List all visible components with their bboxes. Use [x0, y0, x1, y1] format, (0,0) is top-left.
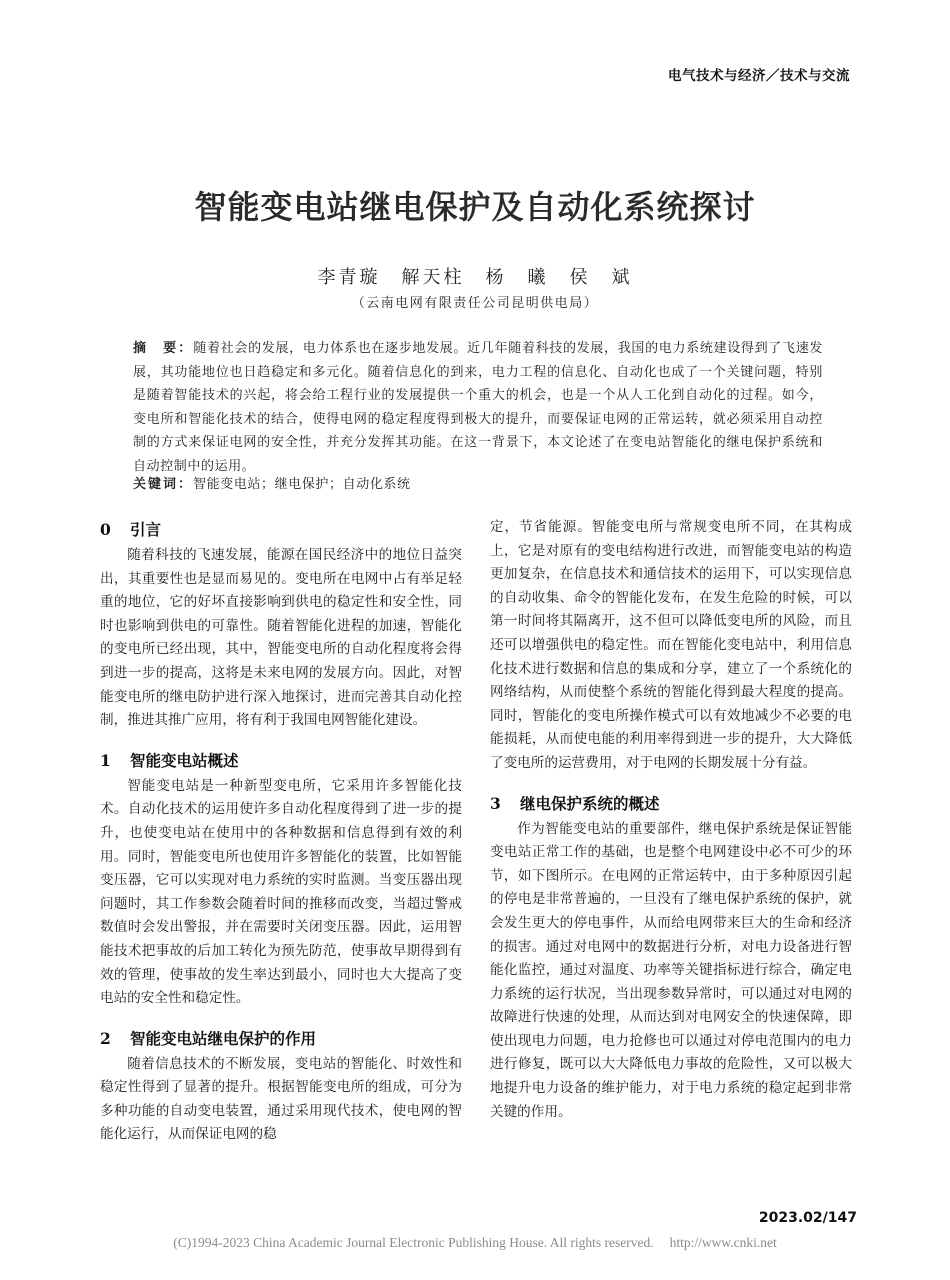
abstract-text: 随着社会的发展，电力体系也在逐步地发展。近几年随着科技的发展，我国的电力系统建设得到了飞速发展，其功能地位也日趋稳定和多元化。随着信息化的到来，电力工程的信息化、自动化也成了一个关键问题，特别是随着智能技术的兴起，将会给工程行业的发展提供一个重大的机会，也是一个从人工化到自动化的过程。如今，变电所和智能化技术的结合，使得电网的稳定程度得到极大的提升，而要保证电网的正常运转，就必须采用自动控制的方式来保证电网的安全性，并充分发挥其功能。在这一背景下，本文论述了在变电站智能化的继电保护系统和自动控制中的运用。	[133, 341, 823, 474]
author-affiliation: （云南电网有限责任公司昆明供电局）	[351, 296, 599, 311]
section-3-heading	[490, 790, 852, 818]
section-title: 引言	[130, 521, 162, 539]
section-title: 继电保护系统的概述	[520, 794, 660, 813]
author-list: 李青璇 解天柱 杨 曦 侯 斌	[317, 267, 633, 288]
keywords	[133, 475, 823, 495]
section-2-heading	[100, 1025, 462, 1053]
section-title: 智能变电站概述	[130, 751, 239, 770]
page-number: 2023.02/147	[758, 1210, 857, 1226]
section-1-heading	[100, 747, 462, 775]
section-number: 2	[100, 1028, 111, 1048]
section-0-paragraph: 随着科技的飞速发展，能源在国民经济中的地位日益突出，其重要性也是显而易见的。变电所在电网中占有举足轻重的地位，它的好坏直接影响到供电的稳定性和安全性，同时也影响到供电的可靠性。随着智能化进程的加速，智能化的变电所已经出现，其中，智能变电所的自动化程度将会得到进一步的提高，这将是未来电网的发展方向。因此，对智能变电所的继电防护进行深入地探讨，进而完善其自动化控制，推进其推广应用，将有利于我国电网智能化建设。	[100, 547, 462, 729]
running-head: 电气技术与经济／技术与交流	[668, 68, 850, 84]
section-number: 3	[490, 793, 501, 813]
section-number: 0	[100, 520, 111, 539]
article-title: 智能变电站继电保护及自动化系统探讨	[194, 188, 756, 226]
left-column	[100, 516, 462, 1147]
copyright-text: (C)1994-2023 China Academic Journal Electronic Publishing House. All rights reserved.	[173, 1235, 654, 1250]
right-column	[490, 516, 852, 1124]
cnki-link[interactable]: http://www.cnki.net	[669, 1235, 777, 1250]
section-number: 1	[100, 750, 111, 770]
section-3-paragraph: 作为智能变电站的重要部件，继电保护系统是保证智能变电站正常工作的基础，也是整个电网建设中必不可少的环节，如下图所示。在电网的正常运转中，由于多种原因引起的停电是非常普遍的，一旦没有了继电保护系统的保护，就会发生更大的停电事件，从而给电网带来巨大的生命和经济的损害。通过对电网中的数据进行分析，对电力设备进行智能化监控，通过对温度、功率等关键指标进行综合，确定电力系统的运行状况，当出现参数异常时，可以通过对电网的故障进行快速的处理，从而达到对电网安全的快速保障，即使出现电力问题，电力抢修也可以通过对停电范围内的电力进行修复，既可以大大降低电力事故的危险性，又可以极大地提升电力设备的维护能力，对于电力系统的稳定起到非常关键的作用。	[490, 820, 852, 1120]
keywords-label: 关键词：	[133, 477, 194, 492]
section-0-heading	[100, 516, 462, 544]
abstract	[133, 337, 823, 478]
section-title: 智能变电站继电保护的作用	[130, 1029, 317, 1048]
abstract-label: 摘 要：	[133, 341, 194, 356]
section-1-paragraph: 智能变电站是一种新型变电所，它采用许多智能化技术。自动化技术的运用使许多自动化程度得到了进一步的提升，也使变电站在使用中的各种数据和信息得到有效的利用。同时，智能变电所也使用许多智能化的装置，比如智能变压器，它可以实现对电力系统的实时监测。当变压器出现问题时，其工作参数会随着时间的推移而改变，当超过警戒数值时会发出警报，并在需要时关闭变压器。因此，运用智能技术把事故的后加工转化为预先防范，使事故早期得到有效的管理，使事故的发生率达到最小，同时也大大提高了变电站的安全性和稳定性。	[100, 777, 462, 1007]
section-2-paragraph-continued: 定，节省能源。智能变电所与常规变电所不同，在其构成上，它是对原有的变电结构进行改进，而智能变电站的构造更加复杂，在信息技术和通信技术的运用下，可以实现信息的自动收集、命令的智能化发布，在发生危险的时候，可以第一时间将其隔离开，这不但可以降低变电所的风险，而且还可以增强供电的稳定性。而在智能化变电站中，利用信息化技术进行数据和信息的集成和分享，建立了一个系统化的网络结构，从而使整个系统的智能化得到最大程度的提高。同时，智能化的变电所操作模式可以有效地减少不必要的电能损耗，从而使电能的利用率得到进一步的提升，大大降低了变电所的运营费用，对于电网的长期发展十分有益。	[490, 519, 852, 771]
section-2-paragraph: 随着信息技术的不断发展，变电站的智能化、时效性和稳定性得到了显著的提升。根据智能变电所的组成，可分为多种功能的自动变电装置，通过采用现代技术，使电网的智能化运行，从而保证电网的稳	[100, 1055, 462, 1143]
copyright-footer	[0, 1235, 950, 1251]
keywords-text: 智能变电站；继电保护；自动化系统	[193, 477, 411, 492]
